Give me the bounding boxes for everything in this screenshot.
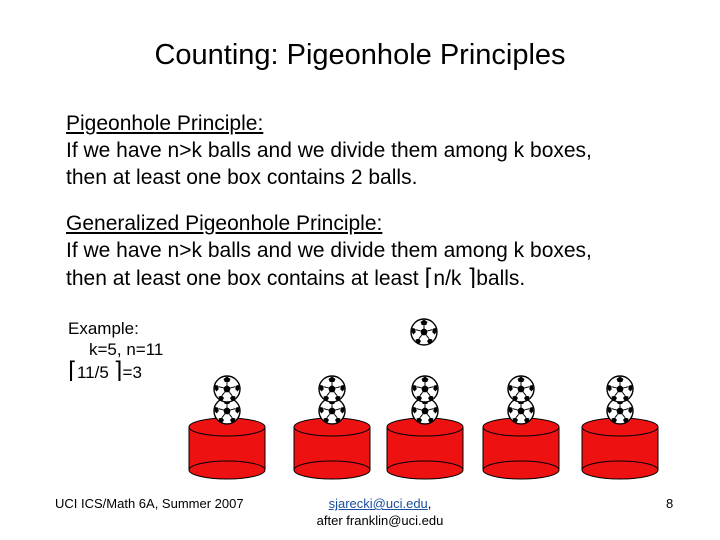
box-bottom <box>483 461 559 479</box>
box-bottom <box>387 461 463 479</box>
box-bottom <box>582 461 658 479</box>
box-2 <box>294 418 370 479</box>
slide-number: 8 <box>666 496 674 511</box>
soccer-ball-icon <box>412 376 438 402</box>
example-ceiling-right: ⌉ <box>113 357 123 383</box>
example-label: Example: <box>68 319 139 338</box>
box-5 <box>582 418 658 479</box>
footer-email-suffix: , <box>427 496 432 511</box>
pigeonhole-heading: Pigeonhole Principle: <box>66 112 264 135</box>
generalized-line-2-suffix: balls. <box>476 267 526 290</box>
ceiling-left-bracket: ⌈ <box>424 264 434 290</box>
example-result-value: =3 <box>122 363 142 382</box>
box-bottom <box>189 461 265 479</box>
soccer-ball-icon <box>214 376 240 402</box>
footer-email-link[interactable]: sjarecki@uci.edu <box>328 496 428 511</box>
soccer-ball-icon <box>319 376 345 402</box>
ceiling-expression: n/k <box>433 267 468 290</box>
slide-title: Counting: Pigeonhole Principles <box>154 39 566 71</box>
footer-credit: after franklin@uci.edu <box>316 513 444 528</box>
example-ceiling-expression: 11/5 <box>76 363 114 382</box>
generalized-heading: Generalized Pigeonhole Principle: <box>66 212 383 235</box>
pigeonhole-line-1: If we have n>k balls and we divide them among k boxes, <box>66 139 592 162</box>
generalized-line-2-prefix: then at least one box contains at least <box>66 267 425 290</box>
soccer-ball-icon <box>411 319 437 345</box>
pigeonhole-line-2: then at least one box contains 2 balls. <box>66 166 418 189</box>
example-params: k=5, n=11 <box>89 340 164 359</box>
ceiling-right-bracket: ⌉ <box>467 264 477 290</box>
footer-contact <box>300 495 460 529</box>
box-4 <box>483 418 559 479</box>
box-bottom <box>294 461 370 479</box>
generalized-line-1: If we have n>k balls and we divide them among k boxes, <box>66 239 592 262</box>
box-3 <box>387 418 463 479</box>
box-1 <box>189 418 265 479</box>
footer-course: UCI ICS/Math 6A, Summer 2007 <box>55 496 244 511</box>
example-ceiling-left: ⌈ <box>68 357 77 383</box>
soccer-ball-icon <box>607 376 633 402</box>
soccer-ball-icon <box>508 376 534 402</box>
